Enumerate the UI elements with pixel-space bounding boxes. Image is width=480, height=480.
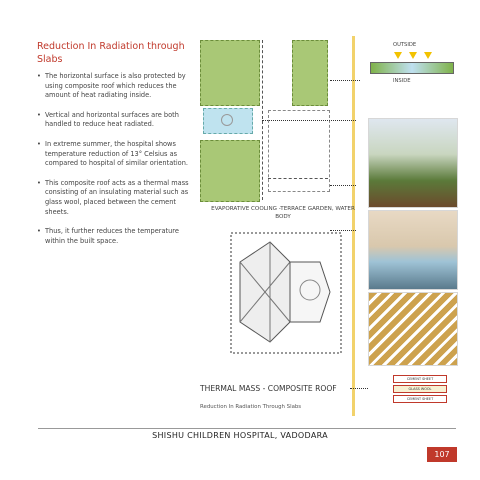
footer-rule	[38, 428, 456, 429]
terrace-garden-photo	[368, 118, 458, 208]
inside-label: INSIDE	[393, 78, 411, 84]
terrace-garden	[200, 140, 260, 202]
outside-label: OUTSIDE	[393, 42, 417, 48]
bullet-item: • In extreme summer, the hospital shows temperature reduction of 13° Celsius as compared to hospital of similar orientation.	[37, 140, 195, 169]
leader-line	[330, 230, 356, 231]
bullet-item: • This composite roof acts as a thermal mass consisting of an insulating material such as glass wool, placed between the cement sheets.	[37, 179, 195, 217]
plan-wall	[268, 178, 328, 180]
layer-cement-sheet-bottom: CEMENT SHEET	[393, 395, 447, 403]
figure-caption: Reduction In Radiation Through Slabs	[200, 404, 302, 410]
leader-line	[330, 80, 360, 81]
sun-arrow-icon	[409, 52, 417, 59]
bullet-item: • Vertical and horizontal surfaces are both handled to reduce heat radiated.	[37, 111, 195, 130]
footer-title: SHISHU CHILDREN HOSPITAL, VADODARA	[152, 431, 328, 440]
bullet-item: • The horizontal surface is also protected by using composite roof which reduces the amount of heat radiating inside.	[37, 72, 195, 101]
bullet-list	[37, 72, 195, 256]
terrace-garden	[292, 40, 328, 106]
roof-section	[370, 62, 454, 74]
divider-line	[352, 36, 355, 416]
leader-line	[330, 185, 356, 186]
page-heading: Reduction In Radiation through Slabs	[37, 41, 185, 65]
composite-roof-plan	[230, 232, 342, 354]
leader-line	[350, 388, 368, 389]
roof-interior-photo	[368, 292, 458, 366]
terrace-garden	[200, 40, 260, 106]
thermal-caption: THERMAL MASS - COMPOSITE ROOF	[200, 384, 337, 393]
bullet-item: • Thus, it further reduces the temperature within the built space.	[37, 227, 195, 246]
layer-glass-wool: GLASS WOOL	[393, 385, 447, 393]
fountain-icon	[221, 114, 233, 126]
sun-arrow-icon	[394, 52, 402, 59]
water-body-photo	[368, 210, 458, 290]
leader-line	[262, 120, 356, 121]
page-number: 107	[427, 447, 457, 462]
layer-cement-sheet-top: CEMENT SHEET	[393, 375, 447, 383]
evap-caption: EVAPORATIVE COOLING -TERRACE GARDEN, WATER BODY	[211, 206, 355, 220]
sun-arrow-icon	[424, 52, 432, 59]
